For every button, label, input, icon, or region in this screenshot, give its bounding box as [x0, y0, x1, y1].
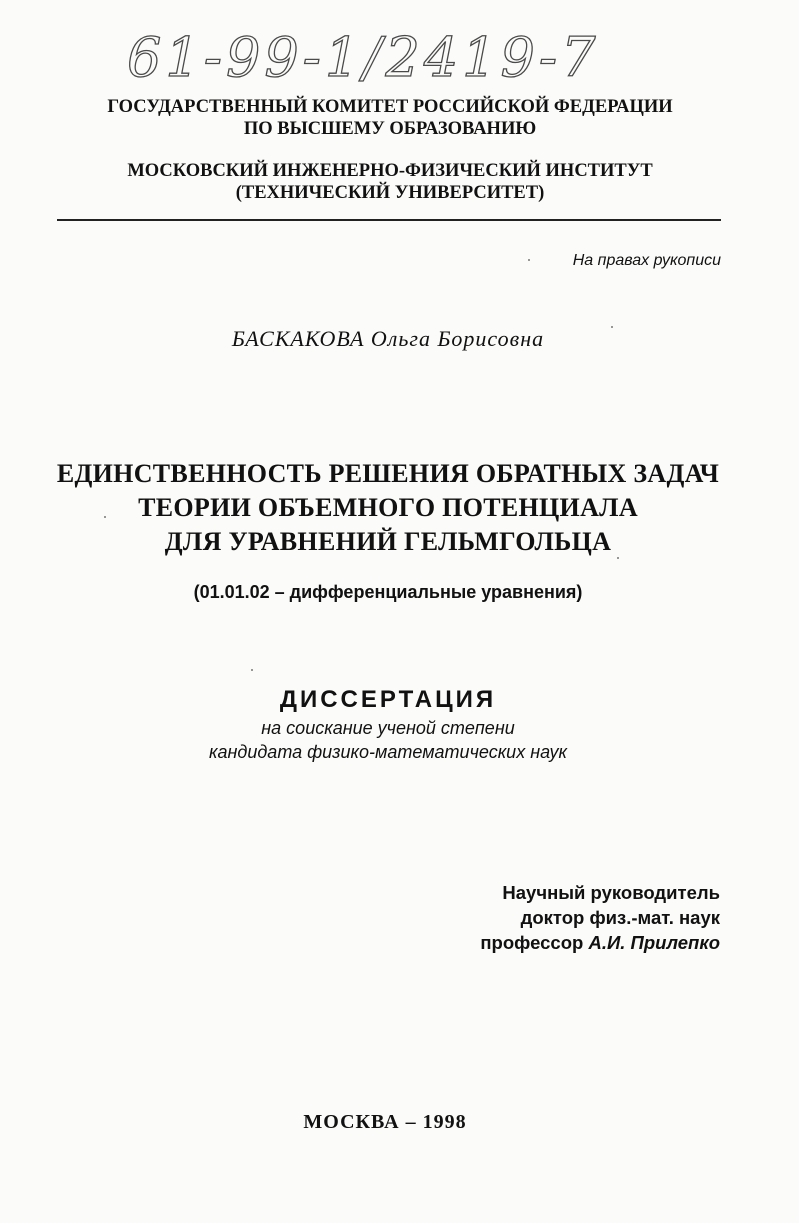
scan-speck — [251, 669, 253, 671]
specialty-code: (01.01.02 – дифференциальные уравнения) — [193, 582, 583, 602]
advisor-role: Научный руководитель — [502, 882, 720, 903]
scan-speck — [104, 516, 106, 518]
dissertation-heading: ДИССЕРТАЦИЯ — [279, 686, 497, 713]
rights-note: На правах рукописи — [572, 252, 721, 269]
city-year: МОСКВА – 1998 — [303, 1111, 467, 1133]
advisor-name: А.И. Прилепко — [588, 932, 720, 953]
organization-line-1: ГОСУДАРСТВЕННЫЙ КОМИТЕТ РОССИЙСКОЙ ФЕДЕРАЦИИ — [107, 97, 673, 117]
scan-speck — [617, 557, 619, 559]
advisor-title-line — [380, 930, 720, 955]
advisor-title: профессор — [480, 932, 584, 953]
handwritten-code-drawing — [125, 20, 605, 100]
scientific-advisor — [380, 880, 720, 955]
institute-header — [0, 160, 780, 204]
title-line-2: ТЕОРИИ ОБЪЕМНОГО ПОТЕНЦИАЛА — [138, 493, 638, 522]
title-line-3: ДЛЯ УРАВНЕНИЙ ГЕЛЬМГОЛЬЦА — [164, 527, 612, 556]
header-divider — [57, 219, 721, 221]
title-line-1: ЕДИНСТВЕННОСТЬ РЕШЕНИЯ ОБРАТНЫХ ЗАДАЧ — [56, 459, 720, 488]
dissertation-title — [0, 457, 776, 559]
organization-header — [0, 96, 780, 140]
degree-line-1: на соискание ученой степени — [261, 718, 515, 738]
institute-line-1: МОСКОВСКИЙ ИНЖЕНЕРНО-ФИЗИЧЕСКИЙ ИНСТИТУТ — [127, 161, 653, 181]
dissertation-degree — [0, 716, 776, 764]
organization-line-2: ПО ВЫСШЕМУ ОБРАЗОВАНИЮ — [243, 119, 537, 139]
advisor-degree: доктор физ.-мат. наук — [520, 907, 720, 928]
handwritten-archive-code — [125, 20, 605, 100]
author-name: БАСКАКОВА Ольга Борисовна — [231, 326, 545, 351]
scan-speck — [611, 326, 613, 328]
scan-speck — [528, 259, 530, 261]
institute-line-2: (ТЕХНИЧЕСКИЙ УНИВЕРСИТЕТ) — [235, 183, 545, 203]
handwritten-code-text: 61-99-1/2419-7 — [127, 26, 600, 89]
degree-line-2: кандидата физико-математических наук — [208, 742, 568, 762]
